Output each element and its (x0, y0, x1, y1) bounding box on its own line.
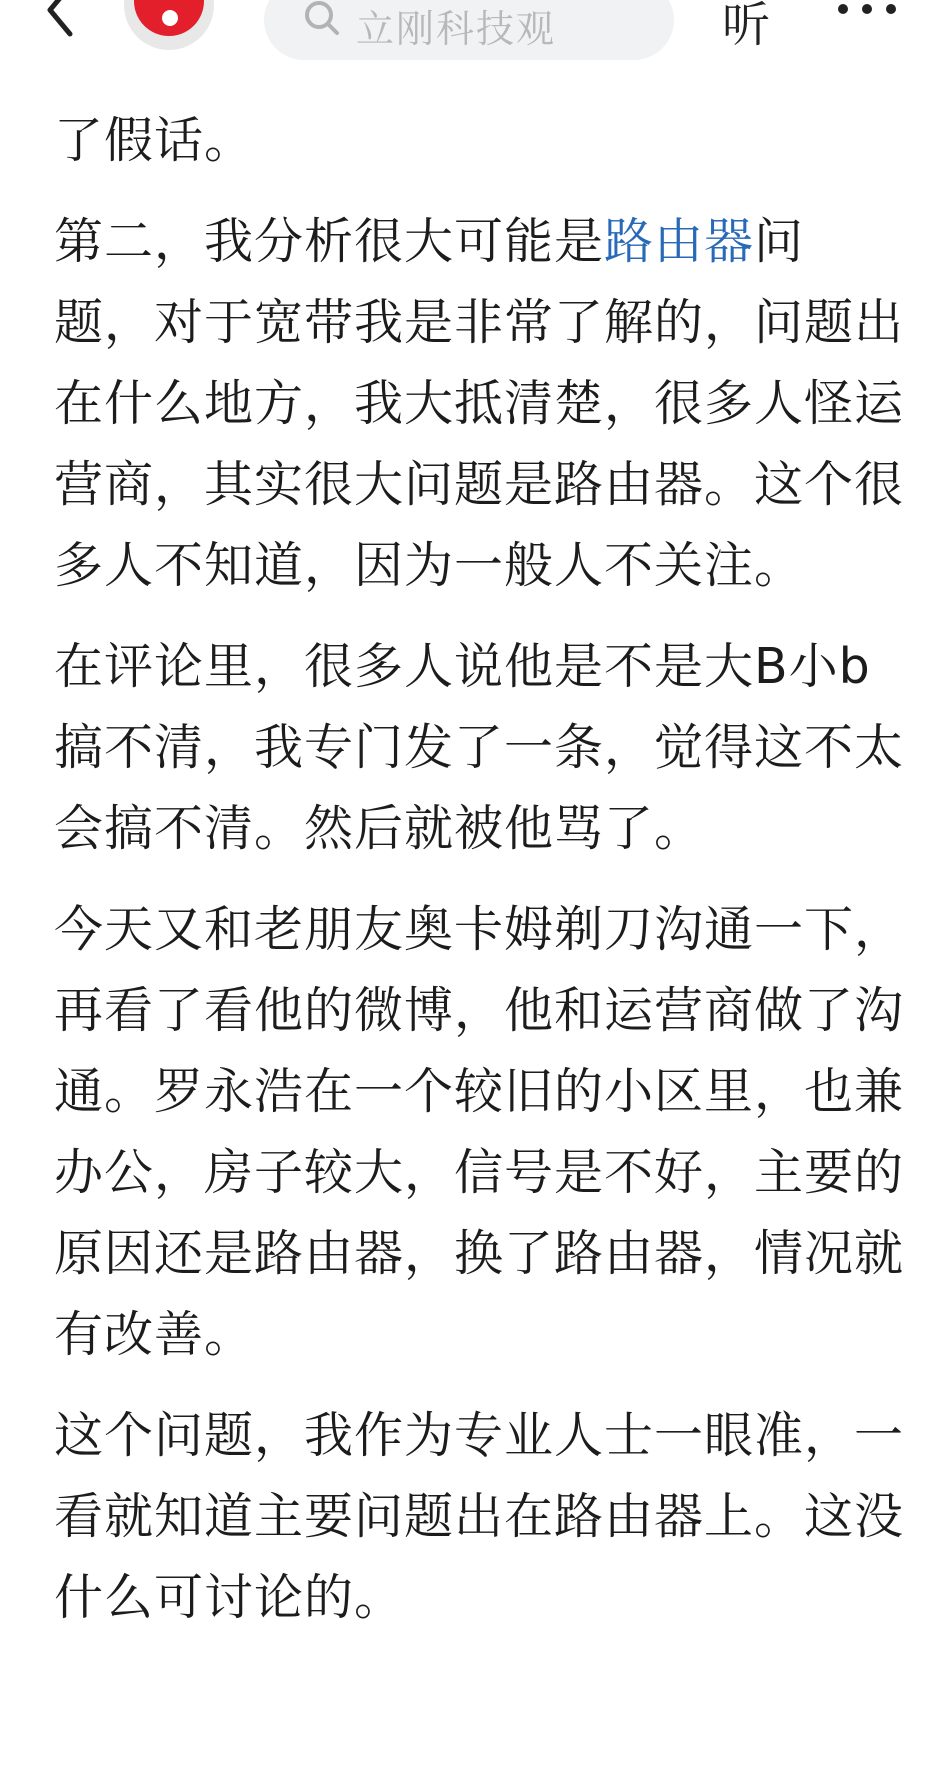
paragraph-2-text-end: 问题，对于宽带我是非常了解的，问题出在什么地方，我大抵清楚，很多人怪运营商，其实很大问题是路由器。这个很多人不知道，因为一般人不关注。 (54, 213, 905, 594)
paragraph-5: 这个问题，我作为专业人士一眼准，一看就知道主要问题出在路由器上。这没什么可讨论的。 (54, 1407, 905, 1626)
search-icon (302, 0, 342, 38)
more-button[interactable] (836, 0, 900, 24)
paragraph-2 (54, 201, 904, 606)
more-icon-dot (886, 4, 896, 14)
paragraph-1: 了假话。 (54, 112, 255, 169)
back-button[interactable] (40, 0, 90, 48)
top-bar (0, 0, 940, 78)
chevron-left-icon (40, 0, 90, 48)
article-body (54, 100, 904, 1658)
listen-button[interactable]: 听 (722, 0, 771, 53)
avatar[interactable] (124, 0, 214, 50)
paragraph-3: 在评论里，很多人说他是不是大B小b搞不清，我专门发了一条，觉得这不太会搞不清。然后就被他骂了。 (54, 638, 905, 857)
search-placeholder: 立刚科技观 (356, 7, 557, 51)
paragraph-4: 今天又和老朋友奥卡姆剃刀沟通一下，再看了看他的微博，他和运营商做了沟通。罗永浩在一个较旧的小区里，也兼办公，房子较大，信号是不好，主要的原因还是路由器，换了路由器，情况就有改善。 (54, 901, 905, 1363)
router-link[interactable]: 路由器 (604, 213, 755, 270)
more-icon (838, 4, 848, 14)
paragraph-2-text-start: 第二，我分析很大可能是 (54, 213, 605, 270)
more-icon-dot (862, 4, 872, 14)
avatar-badge (162, 10, 178, 26)
search-input[interactable] (264, 0, 674, 60)
